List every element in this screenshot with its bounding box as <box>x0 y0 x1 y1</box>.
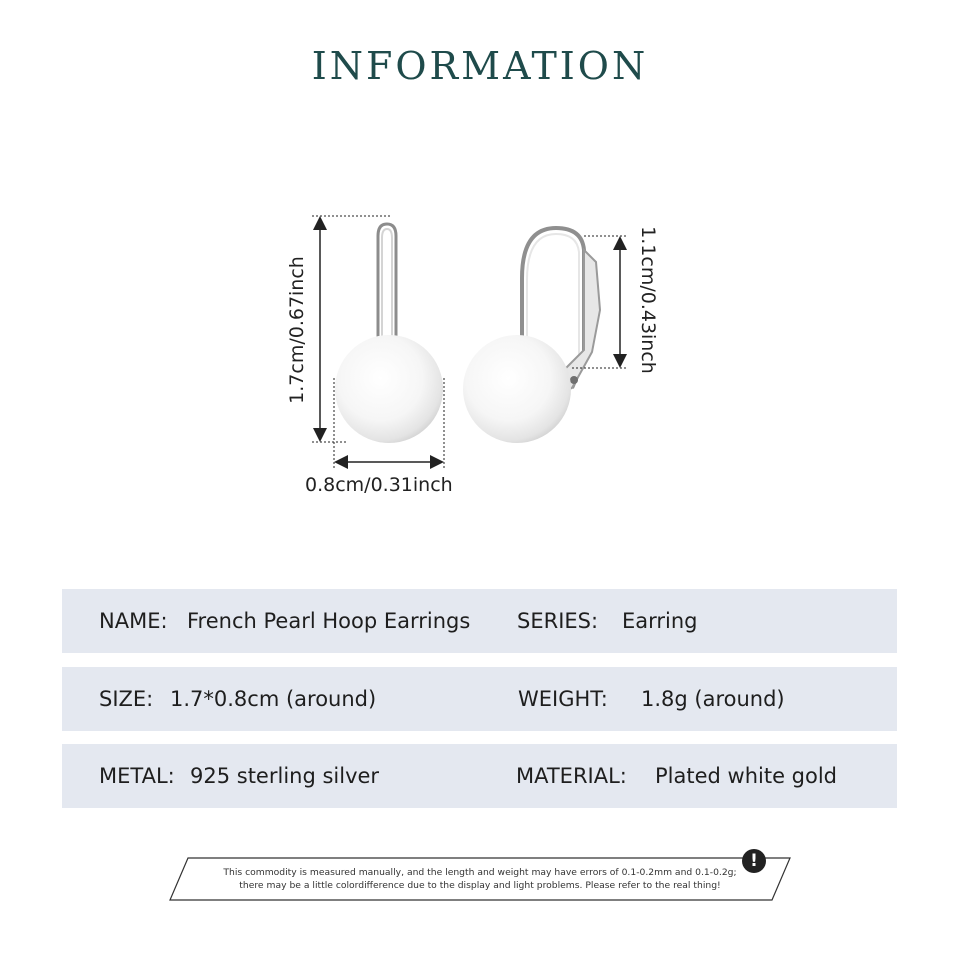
metal-label: METAL: <box>99 764 175 788</box>
notice-line-2: there may be a little colordifference due to the display and light problems. Please refer to the real thing! <box>239 880 721 891</box>
height-dimension-label: 1.7cm/0.67inch <box>286 256 308 404</box>
metal-value: 925 sterling silver <box>190 764 380 788</box>
weight-value: 1.8g (around) <box>641 687 785 711</box>
hook-dimension-label: 1.1cm/0.43inch <box>637 226 659 374</box>
size-label: SIZE: <box>99 687 154 711</box>
series-label: SERIES: <box>517 609 599 633</box>
notice-text <box>200 866 760 892</box>
material-value: Plated white gold <box>655 764 838 788</box>
material-label: MATERIAL: <box>516 764 627 788</box>
width-dimension-label: 0.8cm/0.31inch <box>305 474 453 496</box>
notice-line-1: This commodity is measured manually, and the length and weight may have errors of 0.1-0.2mm and 0.1-0.2g; <box>223 867 737 878</box>
size-value: 1.7*0.8cm (around) <box>170 687 377 711</box>
name-label: NAME: <box>99 609 168 633</box>
warning-icon: ! <box>742 849 766 873</box>
page-title: INFORMATION <box>311 44 649 88</box>
series-value: Earring <box>622 609 698 633</box>
name-value: French Pearl Hoop Earrings <box>187 609 471 633</box>
weight-label: WEIGHT: <box>518 687 608 711</box>
